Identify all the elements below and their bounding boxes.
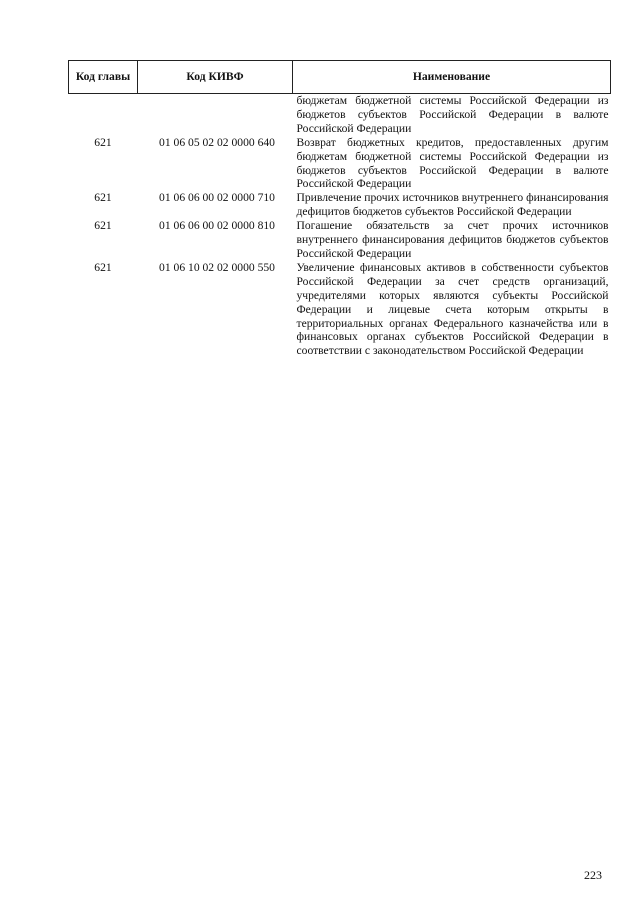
budget-codes-table — [68, 60, 611, 358]
kivf-code-cell: 01 06 06 00 02 0000 810 — [159, 219, 275, 233]
kivf-code-cell: 01 06 10 02 02 0000 550 — [159, 260, 275, 274]
kivf-code-cell — [138, 94, 293, 136]
chapter-code-cell: 621 — [94, 260, 112, 274]
chapter-code-cell: 621 — [94, 191, 112, 205]
header-kivf-code: Код КИВФ — [138, 61, 293, 94]
name-cell: Привлечение прочих источников внутреннего финансирования дефицитов бюджетов субъектов Российской Федерации — [296, 191, 609, 219]
kivf-code-cell: 01 06 06 00 02 0000 710 — [159, 191, 275, 205]
page-number: 223 — [584, 868, 602, 882]
kivf-code-cell: 01 06 05 02 02 0000 640 — [159, 135, 275, 149]
table-row — [69, 261, 611, 358]
chapter-code-cell: 621 — [94, 135, 112, 149]
name-cell: Погашение обязательств за счет прочих источников внутреннего финансирования дефицитов бюджетов субъектов Российской Федерации — [296, 219, 609, 260]
chapter-code-cell: 621 — [94, 219, 112, 233]
table-row-continuation — [69, 94, 611, 136]
table-row — [69, 219, 611, 261]
header-chapter-code: Код главы — [69, 61, 138, 94]
chapter-code-cell — [69, 94, 138, 136]
table-row — [69, 191, 611, 219]
table-header-row — [69, 61, 611, 94]
name-cell: бюджетам бюджетной системы Российской Федерации из бюджетов субъектов Российской Федерации в валюте Российской Федерации — [296, 94, 609, 135]
header-name: Наименование — [293, 61, 611, 94]
name-cell: Увеличение финансовых активов в собственности субъектов Российской Федерации за счет средств организаций, учредителями которых являются субъекты Российской Федерации и лицевые счета которым открыты в территориальных органах Федерального казначейства или в финансовых органах субъектов Российской Федерации в соответствии с законодательством Российской Федерации — [296, 260, 609, 358]
name-cell: Возврат бюджетных кредитов, предоставленных другим бюджетам бюджетной системы Российской Федерации из бюджетов субъектов Российской Федерации в валюте Российской Федерации — [296, 135, 609, 191]
table-row — [69, 136, 611, 192]
